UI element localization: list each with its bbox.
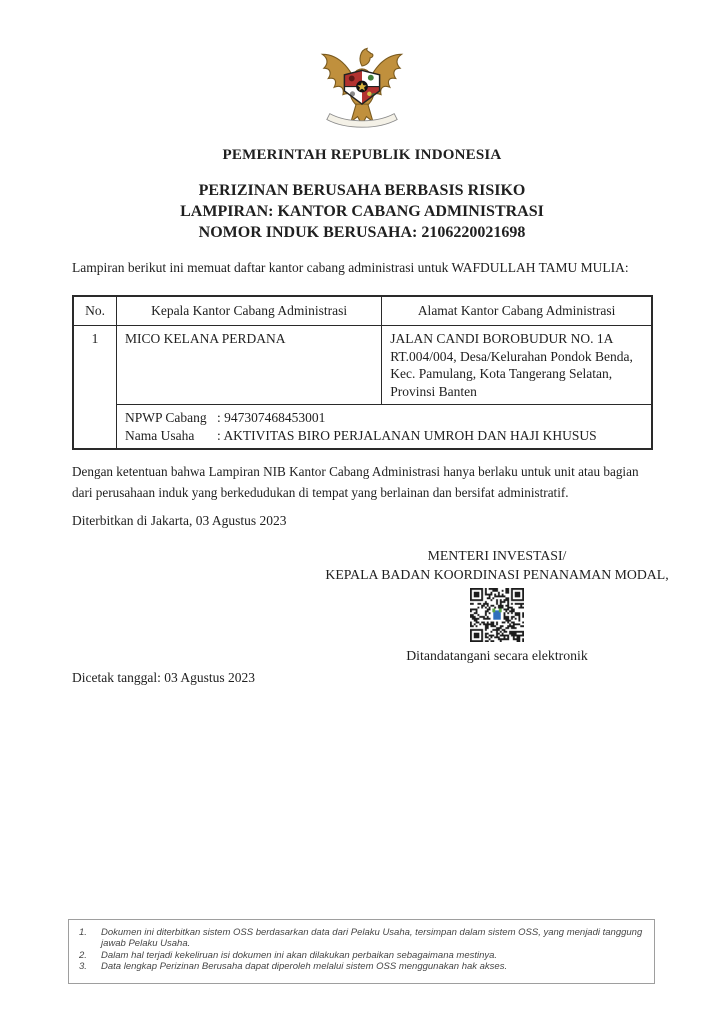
qr-code-icon	[470, 588, 524, 642]
branch-office-table	[72, 295, 653, 450]
signature-block	[287, 546, 707, 665]
footnote-1	[79, 928, 644, 950]
npwp-colon: :	[217, 410, 221, 425]
nama-usaha-label: Nama Usaha	[125, 427, 195, 443]
npwp-line	[125, 409, 643, 427]
footnote-3-text: Data lengkap Perizinan Berusaha dapat diperoleh melalui sistem OSS menggunakan hak akses.	[101, 961, 508, 973]
branch-details-cell	[117, 405, 652, 450]
heading-line-2: LAMPIRAN: KANTOR CABANG ADMINISTRASI	[180, 203, 544, 220]
issued-line: Diterbitkan di Jakarta, 03 Agustus 2023	[72, 513, 287, 528]
nama-usaha-value: AKTIVITAS BIRO PERJALANAN UMROH DAN HAJI KHUSUS	[223, 427, 597, 443]
table-header-row	[73, 296, 652, 326]
nama-usaha-colon: :	[217, 427, 221, 443]
government-title: PEMERINTAH REPUBLIK INDONESIA	[222, 147, 502, 163]
branch-address: JALAN CANDI BOROBUDUR NO. 1A RT.004/004, Desa/Kelurahan Pondok Benda, Kec. Pamulang, Kota Tangerang Selatan, Provinsi Banten	[382, 326, 652, 405]
footnote-3	[79, 962, 644, 973]
column-header-kepala: Kepala Kantor Cabang Administrasi	[117, 296, 382, 326]
document-heading	[0, 180, 724, 243]
printed-date-line: Dicetak tanggal: 03 Agustus 2023	[72, 670, 255, 685]
heading-line-3: NOMOR INDUK BERUSAHA: 2106220021698	[198, 224, 526, 241]
signatory-title-1: MENTERI INVESTASI/	[427, 548, 567, 563]
column-header-alamat: Alamat Kantor Cabang Administrasi	[382, 296, 652, 326]
npwp-label: NPWP Cabang	[125, 410, 207, 425]
intro-text: Lampiran berikut ini memuat daftar kantor cabang administrasi untuk WAFDULLAH TAMU MULIA:	[72, 260, 629, 275]
row-number: 1	[73, 326, 117, 450]
footnote-1-text: Dokumen ini diterbitkan sistem OSS berdasarkan data dari Pelaku Usaha, tersimpan dalam sistem OSS, yang menjadi tanggung jawab Pelaku Usaha.	[101, 927, 643, 949]
table-row	[73, 326, 652, 405]
npwp-value: 947307468453001	[224, 410, 326, 425]
footnote-1-number: 1.	[79, 927, 87, 938]
branch-head-name: MICO KELANA PERDANA	[117, 326, 382, 405]
garuda-pancasila-icon	[318, 38, 406, 138]
closing-paragraph: Dengan ketentuan bahwa Lampiran NIB Kantor Cabang Administrasi hanya berlaku untuk unit atau bagian dari perusahaan induk yang berkedudukan di tempat yang berlainan dan bersifat administratif.	[72, 464, 639, 500]
heading-line-1: PERIZINAN BERUSAHA BERBASIS RISIKO	[198, 182, 526, 199]
footnote-2	[79, 951, 644, 962]
electronic-signature-note: Ditandatangani secara elektronik	[406, 648, 588, 663]
signatory-title-2: KEPALA BADAN KOORDINASI PENANAMAN MODAL,	[325, 567, 669, 582]
footnotes-box	[68, 919, 655, 984]
footnote-3-number: 3.	[79, 961, 87, 973]
footnote-2-number: 2.	[79, 949, 87, 961]
column-header-no: No.	[73, 296, 117, 326]
nama-usaha-line	[125, 427, 643, 445]
table-subrow	[73, 405, 652, 450]
footnote-2-text: Dalam hal terjadi kekeliruan isi dokumen ini akan dilakukan perbaikan sebagaimana mestinya.	[101, 949, 498, 961]
